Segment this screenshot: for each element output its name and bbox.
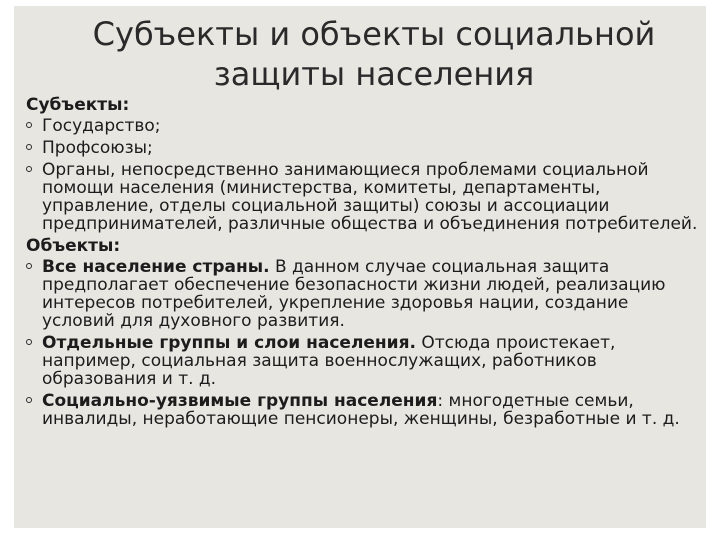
bullet-icon [26, 339, 32, 345]
subject-item-text: Профсоюзы; [42, 138, 153, 158]
slide-title [54, 14, 694, 94]
object-item-text: В данном случае социальная защита предполагает обеспечение безопасности жизни людей, реализацию интересов потребителей, укрепление здоровья нации, создание условий для духовного развития. [42, 257, 666, 331]
bullet-icon [26, 122, 32, 128]
object-item-groups [26, 334, 706, 388]
subject-item-unions [26, 139, 706, 157]
subject-item-organs [26, 161, 706, 233]
object-item-bold: Все население страны. [42, 257, 270, 277]
subjects-heading: Субъекты: [26, 95, 130, 115]
bullet-icon [26, 397, 32, 403]
object-item-population [26, 258, 706, 330]
slide [14, 6, 706, 528]
title-line-2: защиты населения [213, 55, 535, 93]
slide-body [26, 96, 706, 432]
subject-item-state [26, 117, 706, 135]
object-item-vulnerable [26, 392, 706, 428]
bullet-icon [26, 263, 32, 269]
title-line-1: Субъекты и объекты социальной [92, 15, 656, 53]
bullet-icon [26, 166, 32, 172]
object-item-bold: Отдельные группы и слои населения. [42, 333, 416, 353]
objects-heading: Объекты: [26, 236, 121, 256]
subject-item-text: Государство; [42, 116, 161, 136]
object-item-text: Отсюда проистекает, например, социальная защита военнослужащих, работников образования и т. д. [42, 333, 616, 389]
object-item-bold: Социально-уязвимые группы населения [42, 391, 438, 411]
subject-item-text: Органы, непосредственно занимающиеся проблемами социальной помощи населения (министерства, комитеты, департаменты, управление, отделы социальной защиты) союзы и ассоциации предпринимателей, различные общества и объединения потребителей. [42, 160, 698, 234]
bullet-icon [26, 144, 32, 150]
object-item-text: : многодетные семьи, инвалиды, неработающие пенсионеры, женщины, безработные и т. д. [42, 391, 680, 429]
